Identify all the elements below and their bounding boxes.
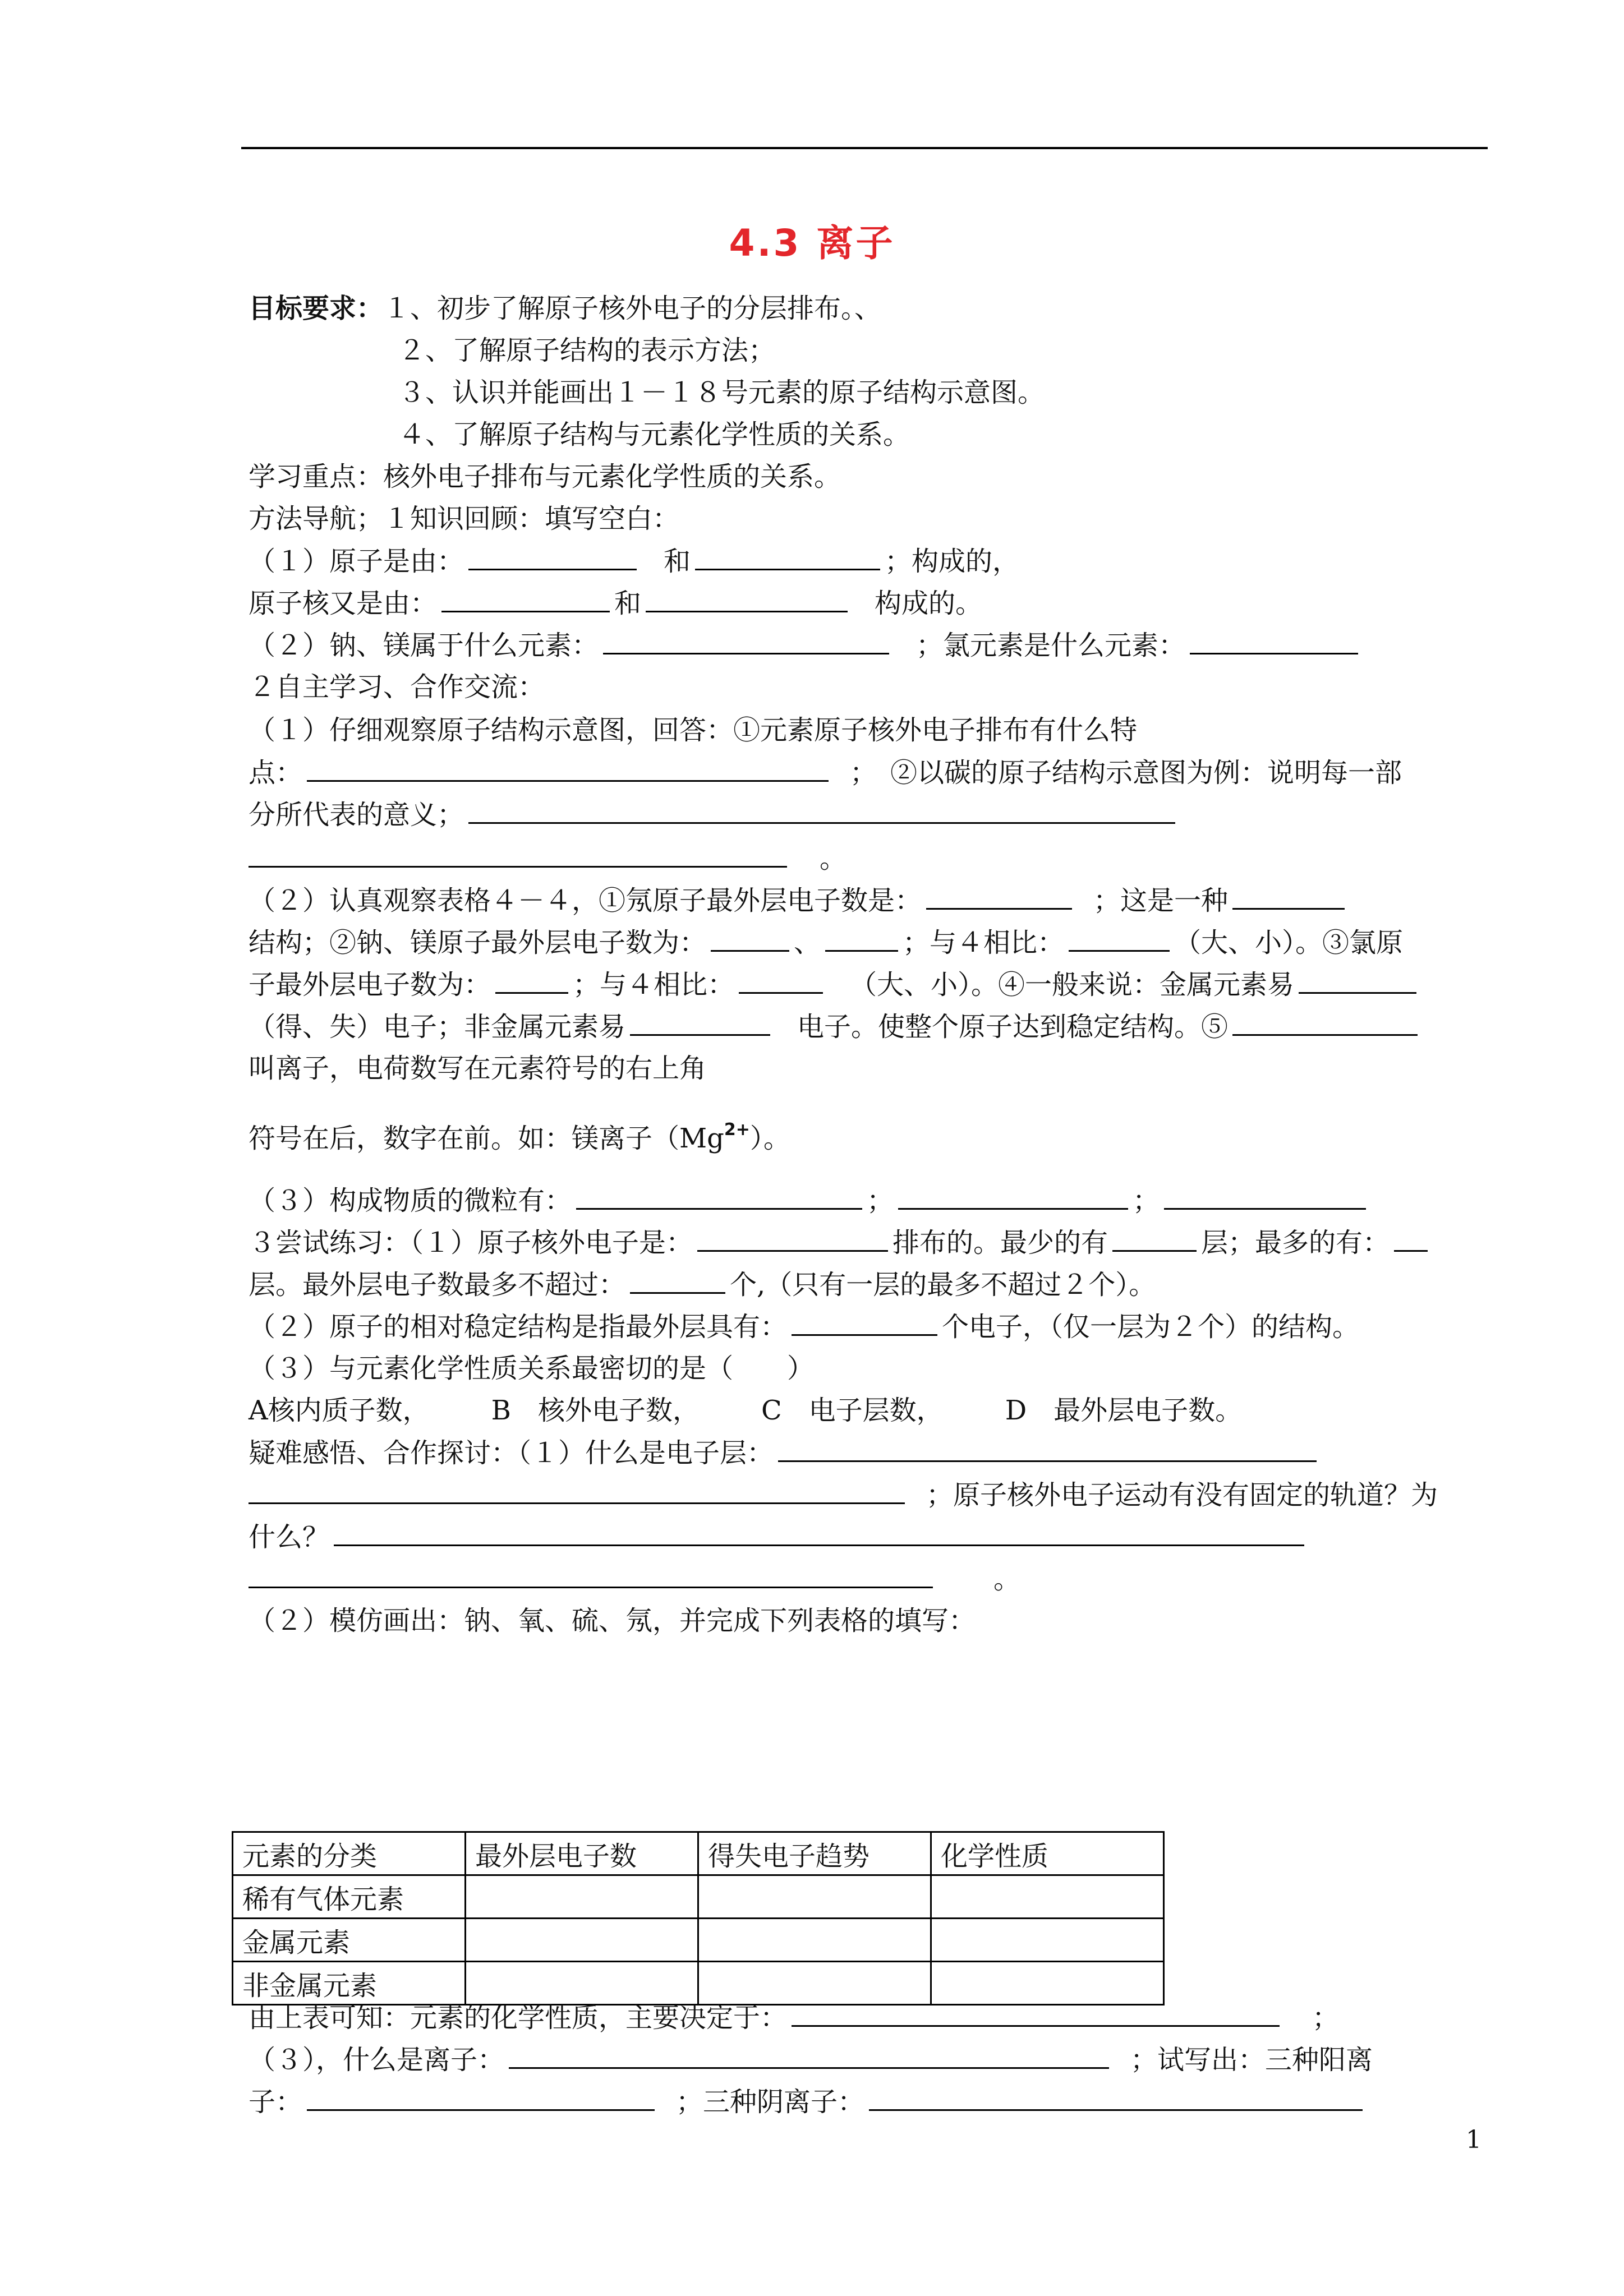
objectives-line-1 [249, 292, 881, 325]
answer-blank[interactable] [792, 2000, 1280, 2027]
self-study-p2: （２）认真观察表格４－４，①氖原子最外层电子数是： ；这是一种 [249, 883, 1349, 918]
page-number: 1 [1466, 2126, 1482, 2154]
self-study-p1-line-3: 分所代表的意义； [249, 797, 1180, 832]
table-cell[interactable] [931, 1875, 1164, 1919]
self-study-p2-line-3: 子最外层电子数为： ；与４相比： （大、小）。④一般来说：金属元素易 [249, 967, 1421, 1002]
self-study-p1-line-4: 。 [249, 841, 846, 875]
answer-blank[interactable] [576, 1183, 862, 1210]
discussion-line-2: ；原子核外电子运动有没有固定的轨道？为 [249, 1478, 1438, 1512]
element-classification-table [232, 1831, 1165, 2005]
discussion-line-5: （２）模仿画出：钠、氧、硫、氖，并完成下列表格的填写： [249, 1605, 976, 1636]
practice-line-2: 层。最外层电子数最多不超过： 个,（只有一层的最多不超过２个）。 [249, 1267, 1156, 1302]
self-study-p2-line-6: 符号在后，数字在前。如：镁离子$(Mg^{2+})$。 [249, 1120, 790, 1154]
table-cell[interactable] [466, 1875, 698, 1919]
answer-blank[interactable] [468, 797, 1175, 824]
key-point: 学习重点：核外电子排布与元素化学性质的关系。 [249, 461, 841, 492]
table-cell[interactable] [466, 1919, 698, 1962]
practice-line-1: ３尝试练习：（１）原子核外电子是： 排布的。最少的有 层；最多的有： [249, 1225, 1432, 1260]
answer-blank[interactable] [739, 967, 823, 994]
answer-blank[interactable] [307, 2085, 655, 2111]
page-title: 4.3 离子 [729, 222, 895, 265]
answer-blank[interactable] [249, 1478, 905, 1504]
answer-blank[interactable] [1232, 883, 1345, 910]
discussion-line-3: 什么？ [249, 1520, 1309, 1554]
answer-blank[interactable] [307, 755, 829, 782]
option-c: C 电子层数， [761, 1395, 944, 1426]
table-header: 化学性质 [931, 1832, 1164, 1875]
answer-blank[interactable] [468, 544, 637, 570]
review-q1-line: （１）原子是由： 和 ；构成的， [249, 544, 1019, 578]
row-label: 金属元素 [233, 1919, 466, 1962]
self-study-p2-line-4: （得、失）电子；非金属元素易 电子。使整个原子达到稳定结构。⑤ [249, 1009, 1422, 1044]
self-study-p3: （３）构成物质的微粒有： ； ； [249, 1183, 1370, 1218]
answer-blank[interactable] [630, 1009, 770, 1036]
answer-blank[interactable] [792, 1310, 937, 1336]
table-header: 最外层电子数 [466, 1832, 698, 1875]
option-b: B 核外电子数， [491, 1395, 700, 1426]
answer-blank[interactable] [1299, 967, 1416, 994]
discussion-line-4: 。 [249, 1562, 1020, 1596]
self-study-p1-line-2: 点： ； ②以碳的原子结构示意图为例：说明每一部 [249, 755, 1402, 790]
method-guide: 方法导航；１知识回顾：填写空白： [249, 503, 680, 534]
review-q2-line: （２）钠、镁属于什么元素： ；氯元素是什么元素： [249, 628, 1363, 662]
answer-blank[interactable] [695, 544, 880, 570]
answer-blank[interactable] [926, 883, 1072, 910]
answer-blank[interactable] [441, 586, 610, 612]
objective-item: １、初步了解原子核外电子的分层排布。、 [383, 293, 882, 324]
answer-blank[interactable] [495, 967, 568, 994]
table-cell[interactable] [931, 1919, 1164, 1962]
table-row [233, 1875, 1164, 1919]
ion-question-line: （３），什么是离子： ；试写出：三种阳离 [249, 2043, 1373, 2077]
answer-blank[interactable] [825, 925, 898, 952]
header-rule [241, 147, 1488, 149]
discussion-line-1: 疑难感悟、合作探讨：（１）什么是电子层： [249, 1436, 1321, 1470]
option-a: A核内质子数， [249, 1395, 430, 1426]
answer-blank[interactable] [630, 1267, 725, 1294]
answer-blank[interactable] [249, 841, 787, 868]
answer-blank[interactable] [1112, 1225, 1197, 1252]
answer-blank[interactable] [603, 628, 889, 654]
answer-blank[interactable] [509, 2043, 1109, 2069]
answer-blank[interactable] [778, 1436, 1317, 1462]
answer-blank[interactable] [646, 586, 848, 612]
answer-blank[interactable] [898, 1183, 1128, 1210]
answer-blank[interactable] [249, 1562, 933, 1588]
objective-item: ２、了解原子结构的表示方法； [398, 335, 776, 366]
table-row [233, 1962, 1164, 2005]
answer-blank[interactable] [1232, 1009, 1418, 1036]
objectives-label: 目标要求： [249, 293, 384, 324]
table-cell[interactable] [698, 1962, 931, 2005]
ion-examples-line: 子： ；三种阴离子： [249, 2085, 1367, 2119]
charge-superscript: 2+ [724, 1120, 750, 1140]
table-cell[interactable] [931, 1962, 1164, 2005]
answer-blank[interactable] [711, 925, 789, 952]
table-cell[interactable] [698, 1919, 931, 1962]
answer-blank[interactable] [697, 1225, 888, 1252]
answer-blank[interactable] [869, 2085, 1363, 2111]
table-header: 得失电子趋势 [698, 1832, 931, 1875]
self-study-p1: （１）仔细观察原子结构示意图，回答：①元素原子核外电子排布有什么特 [249, 714, 1138, 746]
practice-line-4: （３）与元素化学性质关系最密切的是（ ） [249, 1353, 815, 1384]
self-study-heading: ２自主学习、合作交流： [249, 671, 545, 703]
answer-blank[interactable] [334, 1520, 1304, 1546]
table-row [233, 1919, 1164, 1962]
conclusion-line: 由上表可知：元素的化学性质，主要决定于： ； [249, 2000, 1339, 2035]
answer-blank[interactable] [1069, 925, 1170, 952]
answer-blank[interactable] [1164, 1183, 1366, 1210]
answer-blank[interactable] [1394, 1225, 1428, 1252]
table-header-row [233, 1832, 1164, 1875]
review-q1-line-2: 原子核又是由： 和 构成的。 [249, 586, 982, 620]
table-header: 元素的分类 [233, 1832, 466, 1875]
practice-line-3: （２）原子的相对稳定结构是指最外层具有： 个电子，（仅一层为２个）的结构。 [249, 1310, 1359, 1344]
option-d: D 最外层电子数。 [1005, 1395, 1243, 1426]
row-label: 稀有气体元素 [233, 1875, 466, 1919]
row-label: 非金属元素 [233, 1962, 466, 2005]
self-study-p2-line-5: 叫离子，电荷数写在元素符号的右上角 [249, 1053, 707, 1084]
objective-item: ４、了解原子结构与元素化学性质的关系。 [398, 419, 910, 450]
practice-options [249, 1394, 1242, 1427]
self-study-p2-line-2: 结构；②钠、镁原子最外层电子数为： 、 ；与４相比： （大、小）。③氯原 [249, 925, 1403, 960]
table-cell[interactable] [466, 1962, 698, 2005]
objective-item: ３、认识并能画出１－１８号元素的原子结构示意图。 [398, 377, 1045, 408]
answer-blank[interactable] [1190, 628, 1358, 654]
table-cell[interactable] [698, 1875, 931, 1919]
